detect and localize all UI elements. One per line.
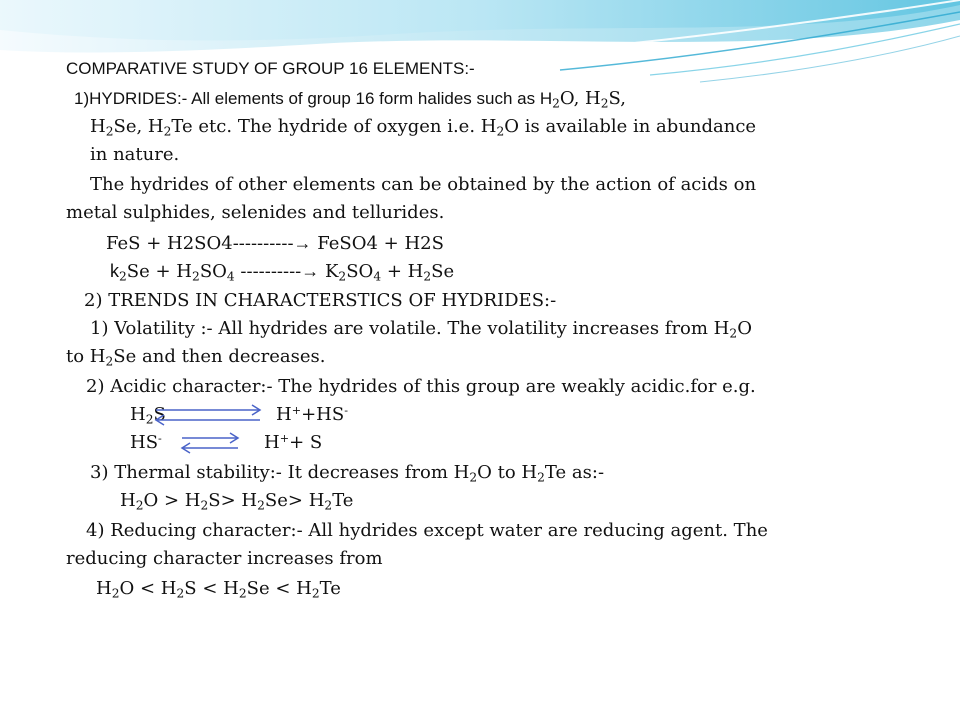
right-arrow-icon: → — [301, 261, 320, 281]
volatility-line-1: 1) Volatility :- All hydrides are volatile. The volatility increases from $H_2O$ — [90, 318, 752, 341]
right-arrow-icon: → — [293, 233, 312, 253]
reducing-order: $H_2O < H_2S < H_2Se < H_2Te$ — [96, 578, 341, 601]
hydrides-line-2: $H_2Se$, $H_2Te$ etc. The hydride of oxygen i.e. $H_2O$ is available in abundance — [90, 116, 757, 139]
hydrides-line-5: metal sulphides, selenides and tellurides. — [66, 202, 445, 223]
equilibrium-arrow-icon — [152, 404, 264, 426]
reaction-k2se: $k_2Se + H_2SO_4$ ----------→ $K_2SO_4 + H_2Se$ — [110, 261, 455, 284]
equilibrium-arrow-icon — [178, 432, 242, 454]
reducing-line-1: 4) Reducing character:- All hydrides except water are reducing agent. The — [86, 520, 768, 541]
hydrides-line-3: in nature. — [90, 144, 180, 165]
acidic-line: 2) Acidic character:- The hydrides of this group are weakly acidic.for e.g. — [86, 376, 756, 397]
acidic-eq-2-right: H++ S — [264, 431, 323, 453]
hydrides-line-4: The hydrides of other elements can be obtained by the action of acids on — [90, 174, 757, 195]
reaction-fes: FeS + H2SO4----------→ FeSO4 + H2S — [106, 233, 444, 254]
reducing-line-2: reducing character increases from — [66, 548, 383, 569]
acidic-eq-1-right: H++HS- — [276, 403, 348, 425]
slide-title: COMPARATIVE STUDY OF GROUP 16 ELEMENTS:- — [66, 59, 475, 78]
hydrides-line-1: 1)HYDRIDES:- All elements of group 16 form halides such as $H_2O$, $H_2S$, — [74, 88, 626, 111]
acidic-eq-2-left: HS- — [130, 431, 162, 453]
hydrides-intro: 1)HYDRIDES:- All elements of group 16 form halides such as H — [74, 89, 553, 108]
acidic-eq-1-left: $H_2S$ — [130, 404, 166, 427]
thermal-line: 3) Thermal stability:- It decreases from $H_2O$ to $H_2Te$ as:- — [90, 462, 605, 485]
volatility-line-2: to $H_2Se$ and then decreases. — [66, 346, 326, 369]
thermal-order: $H_2O > H_2S> H_2Se> H_2Te$ — [120, 490, 354, 513]
trends-heading: 2) TRENDS IN CHARACTERSTICS OF HYDRIDES:- — [84, 290, 557, 311]
